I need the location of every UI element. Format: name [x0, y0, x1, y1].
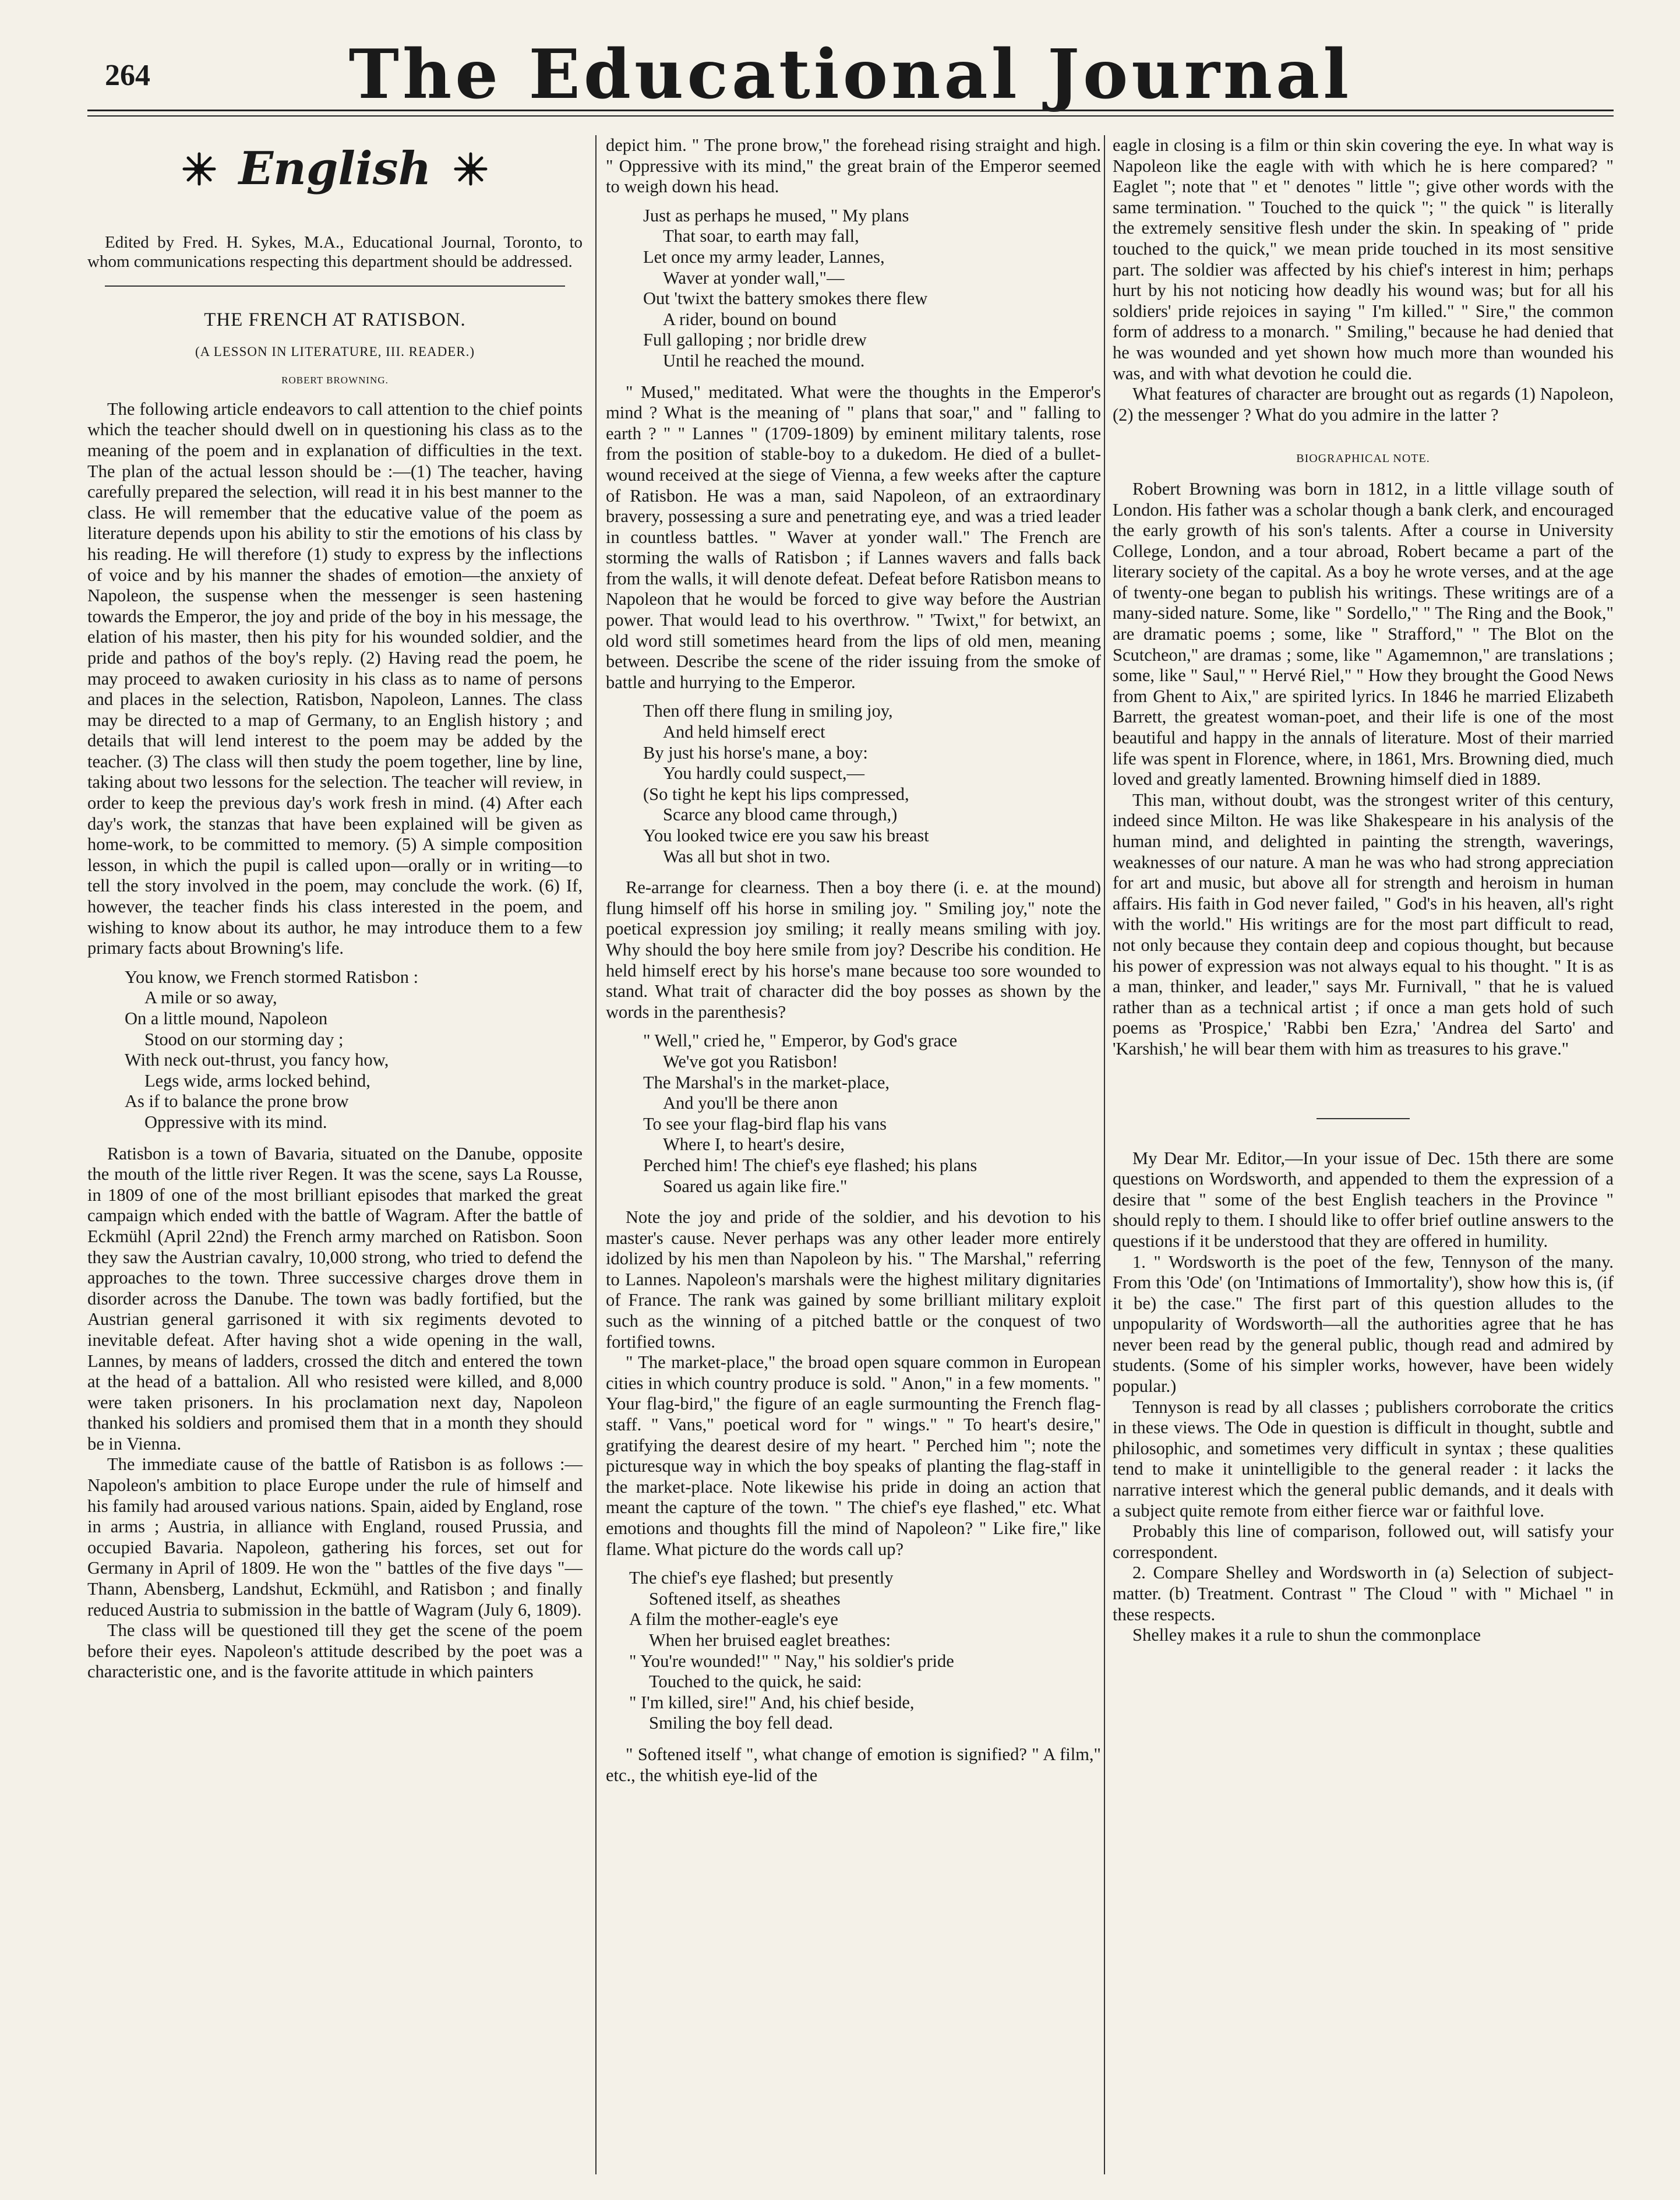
- ornament-icon: [182, 151, 217, 186]
- divider: [1317, 1118, 1410, 1119]
- article-author: ROBERT BROWNING.: [281, 375, 389, 386]
- paragraph: Robert Browning was born in 1812, in a little village south of London. His father was a scholar though a bank clerk, and encouraged the early growth of his son's talents. After a course in University College, London, and a tour abroad, Robert became a part of the literary society of the capital. As a boy he wrote verses, and at the age of twenty-one began to publish his writings. These writings are of a many-sided nature. Some, like " Sordello," " The Ring and the Book," are dramatic poems ; some, like " Strafford," " The Blot on the Scutcheon," are dramas ; some, like " Agamemnon," are translations ; some, like " Saul," " Hervé Riel," " How they brought the Good News from Ghent to Aix," are spirited lyrics. In 1846 he married Elizabeth Barrett, the greatest woman-poet, and their life is one of the most beautiful and happy in the annals of literature. Most of their married life was spent in Florence, where, in 1861, Mrs. Browning died, much loved and greatly lamented. Browning himself died in 1889.: [1113, 478, 1614, 789]
- poem-line: The chief's eye flashed; but presently: [629, 1568, 894, 1588]
- column-divider: [595, 135, 597, 2174]
- letter-paragraph: Shelley makes it a rule to shun the commonplace: [1132, 1625, 1481, 1645]
- column-divider: [1104, 135, 1105, 2174]
- poem-line: Legs wide, arms locked behind,: [144, 1070, 370, 1091]
- poem-line: On a little mound, Napoleon: [125, 1009, 328, 1028]
- poem-stanza: [643, 701, 1101, 867]
- poem-line: Let once my army leader, Lannes,: [643, 246, 885, 267]
- masthead-rule: [87, 110, 1614, 111]
- letter-paragraph: Probably this line of comparison, followed out, will satisfy your correspondent.: [1113, 1521, 1614, 1562]
- poem-line: And you'll be there anon: [663, 1093, 838, 1113]
- poem-line: Waver at yonder wall,"—: [663, 267, 845, 288]
- paragraph: This man, without doubt, was the strongest writer of this century, indeed since Milton. He was like Shakespeare in his analysis of the human mind, and delighted in painting the strength, waverings, weaknesses of our nature. A man he was who had strong appreciation for art and music, but above all for strength and heroism in human affairs. His faith in God never failed, " God's in his heaven, all's right with the world." His writings are for the most part difficult to read, not only because they contain deep and copious thought, but because his power of expression was not always equal to his thought. " It is as a man, thinker, and leader," says Mr. Furnivall, " that he is valued rather than as a technical artist ; if once a man gets hold of such poems as 'Prospice,' 'Rabbi ben Ezra,' 'Andrea del Sarto' and 'Karshish,' he will bear them with him as treasures to his grave.": [1113, 789, 1614, 1059]
- divider: [105, 285, 565, 287]
- paragraph: Ratisbon is a town of Bavaria, situated on the Danube, opposite the mouth of the little river Regen. It was the scene, says La Rousse, in 1809 of one of the most brilliant episodes that marked the great campaign which ended with the battle of Wagram. After the battle of Eckmühl (April 22nd) the French army marched on Ratisbon. Soon they saw the Austrian cavalry, 10,000 strong, who tried to defend the approaches to the town. Three successive charges drove them in disorder across the Danube. The town was badly fortified, but the Austrian general garrisoned it with six regiments devoted to inevitable defeat. After having shot a wide opening in the wall, Lannes, by means of ladders, crossed the ditch and entered the town at the head of a battalion. All who resisted were killed, and 8,000 were taken prisoners. In his proclamation next day, Napoleon thanked his soldiers and promised them that in a month they should be in Vienna.: [87, 1143, 583, 1454]
- poem-line: A mile or so away,: [144, 988, 277, 1008]
- poem-line: You hardly could suspect,—: [663, 763, 864, 784]
- poem-line: " You're wounded!" " Nay," his soldier's pride: [629, 1651, 954, 1671]
- paragraph: The following article endeavors to call attention to the chief points which the teacher should dwell on in questioning his class as to the meaning of the poem and in explanation of difficulties in the text. The plan of the actual lesson should be :—(1) The teacher, having carefully prepared the selection, will read it in his best manner to the class. He will remember that the educative value of the poem as literature depends upon his ability to stir the emotions of his class by his reading. He will therefore (1) study to express by the inflections of voice and by his manner the shades of emotion—the anxiety of Napoleon, the suspense when the messenger is seen hastening towards the Emperor, the joy and pride of the boy in his message, the elation of his master, then his pity for his wounded soldier, and the pride and pathos of the boy's reply. (2) Having read the poem, he may proceed to awaken curiosity in his class as to name of persons and places in the selection, Ratisbon, Napoleon, Lannes. The class may be directed to a map of Germany, to an English history ; and details that will lend interest to the poem may be added by the teacher. (3) The class will then study the poem together, line by line, taking about two lessons for the selection. The teacher will review, in order to keep the previous day's work fresh in mind. (4) After each day's work, the stanzas that have been explained will be given as home-work, to be committed to memory. (5) A simple composition lesson, in which the pupil is called upon—orally or in writing—to tell the story involved in the poem, may conclude the work. (6) If, however, the teacher finds his class interested in the poem, and wishing to know about its author, he may introduce them to a few primary facts about Browning's life.: [87, 399, 583, 958]
- journal-title: The Educational Journal: [348, 35, 1353, 114]
- poem-line: Where I, to heart's desire,: [663, 1134, 845, 1155]
- letter-paragraph: 2. Compare Shelley and Wordsworth in (a) Selection of subject-matter. (b) Treatment. Contrast " The Cloud " with " Michael " in these respects.: [1113, 1563, 1614, 1624]
- article-title: THE FRENCH AT RATISBON.: [204, 309, 466, 330]
- poem-line: The Marshal's in the market-place,: [643, 1072, 890, 1092]
- poem-line: You know, we French stormed Ratisbon :: [125, 967, 419, 987]
- poem-line: Oppressive with its mind.: [144, 1112, 327, 1132]
- poem-line: When her bruised eaglet breathes:: [649, 1630, 891, 1650]
- section-header: [87, 142, 583, 221]
- masthead-rule-thin: [87, 115, 1614, 117]
- ornament-icon: [453, 151, 488, 186]
- letter-paragraph: My Dear Mr. Editor,—In your issue of Dec. 15th there are some questions on Wordsworth, and appended to them the expression of a desire that " some of the best English teachers in the Province " should reply to them. I should like to offer brief outline answers to the questions if it be understood that they are offered in humility.: [1113, 1148, 1614, 1251]
- poem-line: That soar, to earth may fall,: [663, 226, 859, 246]
- poem-line: " Well," cried he, " Emperor, by God's grace: [643, 1031, 958, 1051]
- poem-line: Touched to the quick, he said:: [649, 1672, 862, 1692]
- poem-line: You looked twice ere you saw his breast: [643, 826, 929, 845]
- column-2: [606, 135, 1101, 1786]
- poem-line: Soared us again like fire.": [663, 1176, 848, 1196]
- letter-paragraph: Tennyson is read by all classes ; publishers corroborate the critics in these views. The Ode in question is difficult in thought, subtle and philosophic, and sometimes very difficult in syntax ; these qualities tend to make it unintelligible to the general reader : it lacks the narrative interest which the general public demands, and it deals with a subject quite remote from either fierce war or faithful love.: [1113, 1397, 1614, 1521]
- paragraph: What features of character are brought out as regards (1) Napoleon, (2) the messenger ? What do you admire in the latter ?: [1113, 384, 1614, 425]
- page-number: 264: [105, 59, 150, 92]
- poem-line: A film the mother-eagle's eye: [629, 1609, 838, 1630]
- poem-line: As if to balance the prone brow: [125, 1091, 349, 1112]
- poem-line: Just as perhaps he mused, " My plans: [643, 205, 909, 225]
- letter-paragraph: 1. " Wordsworth is the poet of the few, Tennyson of the many. From this 'Ode' (on 'Intimations of Immortality'), show how this is, (if it be) the case." The first part of this question alludes to the unpopularity of Wordsworth—all the authorities agree that he has never been read by the general public, though read and admired by students. (Some of his simpler works, however, have been widely popular.): [1113, 1251, 1614, 1397]
- paragraph: eagle in closing is a film or thin skin covering the eye. In what way is Napoleon like the eagle with with which he is here compared? " Eaglet "; note that " et " denotes " little "; give other words with the same termination. " Touched to the quick "; " the quick " is literally the extremely sensitive flesh under the skin. In speaking of " pride touched to the quick," we mean pride touched in its most sensitive part. The soldier was affected by his chief's interest in him; perhaps hurt by his not noticing how deadly his wound was; but for all his soldiers' pride rejoices in saying " I'm killed." " Sire," the common form of address to a monarch. " Smiling," because he had denied that he was wounded and yet shown how much more than wounded his was, and with what devotion he could die.: [1113, 135, 1614, 383]
- paragraph: " The market-place," the broad open square common in European cities in which country produce is sold. " Anon," in a few moments. " Your flag-bird," the figure of an eagle surmounting the French flag-staff. " Vans," poetical word for " wings." " To heart's desire," gratifying the dearest desire of my heart. " Perched him "; note the picturesque way in which the boy speaks of planting the flag-staff in the market-place. Note likewise his pride in doing an action that meant the capture of the town. " The chief's eye flashed," etc. What emotions and thoughts fill the mind of Napoleon? " Like fire," like flame. What picture do the words call up?: [606, 1352, 1101, 1559]
- biographical-heading: BIOGRAPHICAL NOTE.: [1296, 452, 1430, 466]
- column-3: [1113, 135, 1614, 1646]
- poem-line: Until he reached the mound.: [663, 350, 865, 371]
- poem-line: Smiling the boy fell dead.: [649, 1713, 833, 1733]
- poem-line: Stood on our storming day ;: [144, 1029, 344, 1049]
- poem-line: Perched him! The chief's eye flashed; his plans: [643, 1155, 977, 1175]
- paragraph: The immediate cause of the battle of Ratisbon is as follows :—Napoleon's ambition to place Europe under the rule of himself and his family had aroused various nations. Spain, aided by England, rose in arms ; Austria, in alliance with England, roused Prussia, and occupied Bavaria. Napoleon, gathering his forces, set out for Germany in April of 1809. He won the " battles of the five days "—Thann, Abensberg, Landshut, Eckmühl, and Ratisbon ; and finally reduced Austria to submission in the battle of Wagram (July 6, 1809).: [87, 1454, 583, 1620]
- poem-line: Full galloping ; nor bridle drew: [643, 330, 867, 350]
- poem-stanza: [643, 1031, 1101, 1197]
- poem-line: With neck out-thrust, you fancy how,: [125, 1050, 389, 1070]
- editor-note: Edited by Fred. H. Sykes, M.A., Educational Journal, Toronto, to whom communications respecting this department should be addressed.: [87, 233, 583, 271]
- poem-line: Scarce any blood came through,): [663, 805, 898, 825]
- paragraph: Re-arrange for clearness. Then a boy there (i. e. at the mound) flung himself off his horse in smiling joy. " Smiling joy," note the poetical expression joy smiling; it really means smiling with joy. Why should the boy here smile from joy? Describe his condition. He held himself erect by his horse's mane because too sore wounded to stand. What trait of character did the boy posses as shown by the words in the parenthesis?: [606, 877, 1101, 1022]
- poem-line: (So tight he kept his lips compressed,: [643, 784, 909, 804]
- section-title: English: [238, 142, 432, 196]
- column-1: [87, 140, 583, 1683]
- paragraph: " Softened itself ", what change of emotion is signified? " A film," etc., the whitish eye-lid of the: [606, 1744, 1101, 1785]
- paragraph: depict him. " The prone brow," the forehead rising straight and high. " Oppressive with its mind," the great brain of the Emperor seemed to weigh down his head.: [606, 135, 1101, 197]
- poem-line: Out 'twixt the battery smokes there flew: [643, 288, 928, 309]
- poem-line: And held himself erect: [663, 722, 825, 742]
- article-subtitle: (A LESSON IN LITERATURE, III. READER.): [195, 344, 475, 359]
- poem-line: Then off there flung in smiling joy,: [643, 701, 893, 721]
- poem-stanza: [629, 1568, 1101, 1734]
- paragraph: The class will be questioned till they get the scene of the poem before their eyes. Napoleon's attitude described by the poet was a characteristic one, and is the favorite attitude in which painters: [87, 1620, 583, 1682]
- poem-line: We've got you Ratisbon!: [663, 1051, 838, 1071]
- paragraph: Note the joy and pride of the soldier, and his devotion to his master's cause. Never perhaps was any other leader more entirely idolized by his men than Napoleon by his. " The Marshal," referring to Lannes. Napoleon's marshals were the highest military dignitaries of France. The rank was gained by some brilliant military exploit such as the winning of a pitched battle or the conquest of two fortified towns.: [606, 1207, 1101, 1352]
- poem-line: A rider, bound on bound: [663, 309, 837, 329]
- paragraph: " Mused," meditated. What were the thoughts in the Emperor's mind ? What is the meaning of " plans that soar," and " falling to earth ? " " Lannes " (1709-1809) by eminent military talents, rose from the position of stable-boy to a dukedom. He died of a bullet-wound received at the siege of Vienna, a few weeks after the capture of Ratisbon. He was a man, said Napoleon, of an extraordinary bravery, possessing a sure and penetrating eye, and was a tried leader in countless battles. " Waver at yonder wall." The French are storming the walls of Ratisbon ; if Lannes wavers and falls back from the walls, it will denote defeat. Defeat before Ratisbon means to Napoleon that he would be forced to give way before the Austrian power. That would lead to his overthrow. " 'Twixt," for betwixt, an old word still sometimes heard from the lips of old men, meaning between. Describe the scene of the rider issuing from the smoke of battle and hurrying to the Emperor.: [606, 382, 1101, 692]
- poem-stanza: [643, 206, 1101, 372]
- poem-line: By just his horse's mane, a boy:: [643, 742, 868, 763]
- poem-line: Was all but shot in two.: [663, 846, 831, 866]
- masthead: [87, 35, 1614, 114]
- poem-line: Softened itself, as sheathes: [649, 1588, 841, 1609]
- poem-line: To see your flag-bird flap his vans: [643, 1113, 887, 1134]
- poem-stanza: [125, 967, 583, 1133]
- poem-line: " I'm killed, sire!" And, his chief beside,: [629, 1692, 915, 1712]
